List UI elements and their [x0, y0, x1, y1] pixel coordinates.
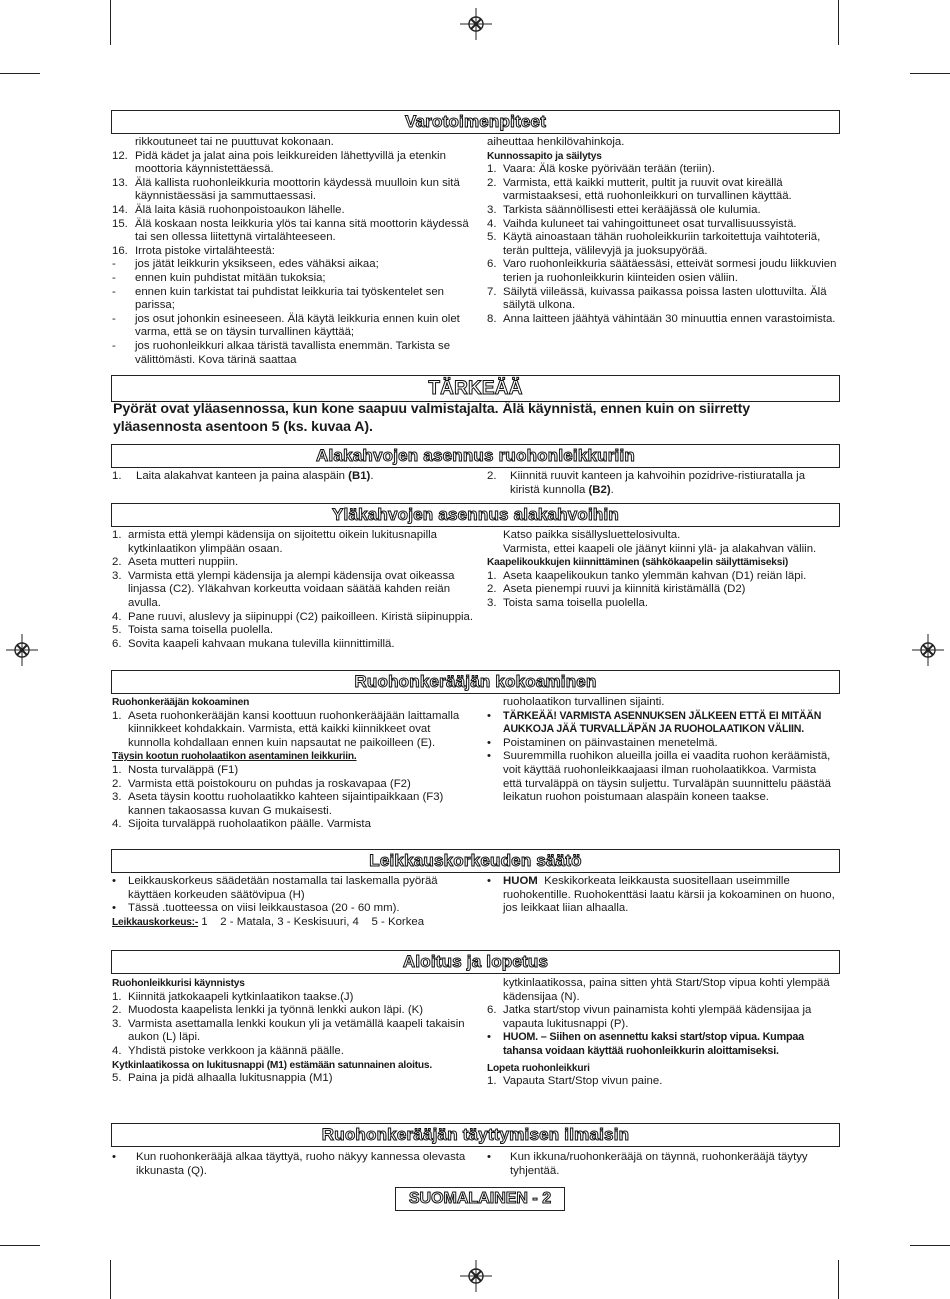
item-number: • — [112, 902, 116, 915]
item-number: 1. — [112, 990, 122, 1003]
item-text: jos osut johonkin esineeseen. Älä käytä leikkuria ennen kuin olet varma, että se on täysin turvallinen käyttää; — [135, 312, 460, 339]
list-item — [112, 611, 474, 625]
right-intro: aiheuttaa henkilövahinkoja. — [487, 136, 625, 148]
list-item — [112, 340, 474, 367]
item-text: Anna laitteen jäähtyä vähintään 30 minuuttia ennen varastoimista. — [503, 312, 836, 325]
item-number: 5. — [112, 1072, 122, 1085]
item-number: 3. — [112, 569, 122, 582]
item-text: Varmista, että kaikki mutterit, pultit ja ruuvit ovat kireällä varmistaaksesi, että ruohonleikkuri on turvallinen käyttää. — [503, 176, 792, 203]
lopeta-heading: Lopeta ruohonleikkuri — [487, 1062, 590, 1074]
alakahvojen-left — [112, 470, 474, 484]
list-item — [487, 177, 837, 204]
item-number: • — [487, 736, 491, 749]
item-number: 12. — [112, 149, 128, 162]
item-text: Toista sama toisella puolella. — [503, 596, 648, 609]
item-number: 4. — [112, 1044, 122, 1057]
crop-mark — [838, 1260, 839, 1299]
list-item — [487, 313, 837, 327]
item-number: 1. — [112, 709, 122, 722]
item-text: kytkinlaatikossa, paina sitten yhtä Start/Stop vipua kohti ylempää kädensijaa (N). — [503, 977, 830, 1003]
list-item — [112, 258, 474, 272]
kokoaminen-left-column — [112, 696, 474, 832]
tayttyminen-left — [112, 1151, 474, 1178]
list-item — [112, 710, 474, 751]
item-text: Irrota pistoke virtalähteestä: — [135, 244, 275, 257]
list-item — [112, 272, 474, 286]
item-text: Vaara: Älä koske pyörivään terään (teriin). — [503, 163, 715, 176]
item-number: 6. — [112, 637, 122, 650]
item-text: ennen kuin puhdistat mitään tukoksia; — [135, 271, 326, 284]
list-item — [112, 150, 474, 177]
list-item — [112, 556, 474, 570]
list-item — [112, 313, 474, 340]
right-intro-1: Katso paikka sisällysluettelosivulta. — [503, 529, 681, 541]
list-item — [112, 778, 474, 792]
list-item — [112, 1018, 474, 1045]
item-number: 1. — [112, 529, 122, 541]
item-number: 4. — [487, 217, 497, 230]
ylakahvojen-right-column — [487, 529, 837, 611]
list-item — [112, 818, 474, 832]
registration-mark-bottom-icon — [460, 1260, 492, 1292]
kokoaminen-heading: Ruohonkerääjän kokoaminen — [112, 697, 250, 708]
item-text: Vapauta Start/Stop vivun paine. — [503, 1075, 663, 1088]
item-number: - — [112, 312, 116, 325]
huom-text: Keskikorkeata leikkausta suositellaan useimmille ruohokentille. Ruohokenttäsi laatu kärsii ja kokoaminen on huono, jos leikkaat liian alhaalla. — [503, 875, 835, 915]
item-number: 14. — [112, 203, 128, 216]
item-text: Pane ruuvi, aluslevy ja siipinuppi (C2) paikoilleen. Kiristä siipinuppia. — [128, 610, 474, 623]
list-item — [487, 231, 837, 258]
list-item — [487, 750, 837, 804]
item-number: 13. — [112, 176, 128, 189]
item-text: Kun ruohonkerääjä alkaa täyttyä, ruoho näkyy kannessa olevasta ikkunasta (Q). — [136, 1151, 466, 1177]
item-number: - — [112, 285, 116, 298]
item-number: 4. — [112, 610, 122, 623]
list-item — [487, 1075, 837, 1089]
list-item — [112, 875, 474, 902]
item-number — [112, 136, 135, 150]
crop-mark — [110, 1260, 111, 1299]
item-number: 1. — [487, 163, 497, 176]
item-number: - — [112, 271, 116, 284]
item-text: Kun ikkuna/ruohonkerääjä on täynnä, ruohonkerääjä täytyy tyhjentää. — [510, 1151, 808, 1177]
item-text: Paina ja pidä alhaalla lukitusnappia (M1) — [128, 1072, 333, 1085]
scale-label: Leikkauskorkeus:- — [112, 916, 199, 928]
list-item — [112, 791, 474, 818]
section-title-varotoimenpiteet: Varotoimenpiteet — [111, 110, 840, 134]
item-number: 3. — [487, 203, 497, 216]
list-item — [112, 529, 474, 556]
item-number: 2. — [112, 556, 122, 569]
right-intro: ruoholaatikon turvallinen sijainti. — [503, 696, 665, 708]
item-number: 6. — [487, 258, 497, 271]
item-number: - — [112, 258, 116, 271]
item-number — [487, 977, 503, 1004]
huom-label: HUOM — [503, 875, 538, 887]
item-number: 2. — [112, 777, 122, 790]
item-text: rikkoutuneet tai ne puuttuvat kokonaan. — [135, 136, 334, 148]
registration-mark-left-icon — [6, 634, 38, 666]
tayttyminen-right — [487, 1151, 837, 1178]
section-title-kokoaminen: Ruohonkerääjän kokoaminen — [111, 670, 840, 694]
item-text: Älä kallista ruohonleikkuria moottorin käydessä muulloin kun sitä käynnistäessäsi ja sammuttaessasi. — [135, 176, 460, 203]
item-text: Muodosta kaapelista lenkki ja työnnä lenkki aukon läpi. (K) — [128, 1004, 424, 1017]
bullet: • — [487, 1151, 491, 1163]
item-text: Kiinnitä jatkokaapeli kytkinlaatikon taakse.(J) — [128, 990, 354, 1003]
list-item — [112, 136, 474, 150]
leikkauskorkeus-left-column — [112, 875, 474, 929]
list-item — [112, 245, 474, 259]
item-text: Varmista asettamalla lenkki koukun yli ja vetämällä kaapeli takaisin aukon (L) läpi. — [128, 1017, 465, 1044]
crop-mark — [0, 73, 40, 74]
item-end: . — [370, 470, 374, 482]
figure-ref: (B2) — [588, 483, 611, 496]
ylakahvojen-left-column — [112, 529, 474, 651]
kokoaminen-right-column — [487, 696, 837, 805]
item-number: 1. — [487, 1075, 497, 1088]
section-title-tarkeaa: TÄRKEÄÄ — [111, 375, 840, 402]
section-title-aloitus: Aloitus ja lopetus — [111, 950, 840, 974]
item-number: • — [112, 875, 116, 887]
item-number: 3. — [112, 791, 122, 804]
item-text: jos jätät leikkurin yksikseen, edes vähäksi aikaa; — [135, 258, 379, 271]
scale-values: 1 2 - Matala, 3 - Keskisuuri, 4 5 - Korkea — [201, 915, 425, 928]
list-item — [487, 163, 837, 177]
item-text: Suuremmilla ruohikon alueilla joilla ei vaadita ruohon keräämistä, voit käyttää ruohonleikkaajaasi ilman ruoholaatikkoa. Varmista että turvaläppä on täysin suljettu. Turvaläpän suunnittelu päästää leikatun ruohon poistumaan alaspäin koneen taakse. — [503, 750, 832, 804]
item-text: Toista sama toisella puolella. — [128, 624, 273, 637]
item-text: Älä laita käsiä ruohonpoistoaukon lähelle. — [135, 203, 345, 216]
list-item — [112, 177, 474, 204]
important-notice: Pyörät ovat yläasennossa, kun kone saapuu valmistajalta. Älä käynnistä, ennen kuin on siirretty yläasennosta asentoon 5 (ks. kuvaa A). — [113, 401, 751, 435]
list-item — [487, 737, 837, 751]
leikkauskorkeus-right-column — [487, 875, 837, 916]
crop-mark — [0, 1245, 40, 1246]
list-item — [112, 902, 474, 916]
item-number: 4. — [112, 818, 122, 831]
item-text: Poistaminen on päinvastainen menetelmä. — [503, 736, 718, 749]
crop-mark — [110, 0, 111, 45]
page-footer: SUOMALAINEN - 2 — [395, 1187, 565, 1211]
bullet: • — [487, 709, 491, 722]
lukitusnappi-heading: Kytkinlaatikossa on lukitusnappi (M1) estämään satunnainen aloitus. — [112, 1059, 433, 1071]
registration-mark-right-icon — [912, 634, 944, 666]
bullet: • — [487, 1031, 491, 1044]
list-item — [487, 1004, 837, 1031]
registration-mark-top-icon — [460, 8, 492, 40]
aloitus-left-column — [112, 977, 474, 1086]
list-item — [112, 1004, 474, 1018]
bullet: • — [487, 875, 491, 887]
list-item — [487, 286, 837, 313]
item-number: 2. — [487, 176, 497, 189]
item-text: Varmista että ylempi kädensija ja alempi kädensija ovat oikeassa linjassa (C2). Yläkahvan korkeutta voidaan säätää kahden reiän avulla. — [128, 569, 455, 609]
list-item — [487, 977, 837, 1004]
item-number: • — [487, 750, 491, 763]
crop-mark — [838, 0, 839, 45]
section-title-alakahvojen: Alakahvojen asennus ruohonleikkuriin — [111, 444, 840, 468]
item-number: 2. — [112, 1004, 122, 1017]
list-item — [112, 764, 474, 778]
item-number: 3. — [487, 596, 497, 609]
item-text: Varmista että poistokouru on puhdas ja roskavapaa (F2) — [128, 777, 411, 790]
alakahvojen-right — [487, 470, 837, 497]
asentaminen-heading: Täysin kootun ruoholaatikon asentaminen leikkuriin. — [112, 751, 357, 763]
item-number: 16. — [112, 244, 128, 257]
figure-ref: (B1) — [348, 470, 371, 482]
list-item — [487, 570, 837, 584]
list-item — [112, 1072, 474, 1086]
item-text: Säilytä viileässä, kuivassa paikassa poissa lasten ulottuvilta. Älä säilytä ulkona. — [503, 285, 827, 312]
varotoimenpiteet-left-column — [112, 136, 474, 367]
varotoimenpiteet-right-column — [487, 136, 837, 326]
item-text: armista että ylempi kädensija on sijoitettu oikein lukitusnapilla kytkinlaatikon ylimpään osaan. — [128, 529, 437, 555]
item-number: - — [112, 339, 116, 352]
item-text: jos ruohonleikkuri alkaa täristä tavallista enemmän. Tarkista se välittömästi. Kova tärinä saattaa — [135, 339, 451, 366]
section-title-ylakahvojen: Yläkahvojen asennus alakahvoihin — [111, 503, 840, 527]
list-item — [112, 570, 474, 611]
item-text: Laita alakahvat kanteen ja paina alaspäin — [136, 470, 345, 482]
list-item — [112, 638, 474, 652]
item-text: Varo ruohonleikkuria säätäessäsi, etteivät sormesi joudu liikkuvien terien ja ruohonleikkurin kiinteiden osien väliin. — [503, 258, 837, 284]
huom-note: HUOM. – Siihen on asennettu kaksi start/stop vipua. Kumpaa tahansa voidaan käyttää ruohonleikkurin aloittamiseksi. — [503, 1031, 804, 1057]
item-text: Nosta turvaläppä (F1) — [128, 763, 239, 776]
right-intro-2: Varmista, ettei kaapeli ole jäänyt kiinni ylä- ja alakahvan väliin. — [503, 542, 817, 555]
section-title-tayttyminen: Ruohonkerääjän täyttymisen ilmaisin — [111, 1123, 840, 1147]
list-item — [112, 286, 474, 313]
item-number: 2. — [487, 583, 497, 596]
item-text: Aseta ruohonkerääjän kansi koottuun ruohonkerääjään laittamalla kiinnikkeet kohdakkain. Varmista, että kaikki kiinnikkeet ovat kunnolla kohdallaan ennen kuin napsautat ne paikoilleen (E). — [128, 709, 460, 749]
section-title-leikkauskorkeus: Leikkauskorkeuden säätö — [111, 849, 840, 873]
item-text: Käytä ainoastaan tähän ruoholeikkuriin tarkoitettuja vaihtoteriä, terän pultteja, välilevyjä ja juoksupyörää. — [503, 231, 821, 257]
item-text: ennen kuin tarkistat tai puhdistat leikkuria tai työskentelet sen parissa; — [135, 285, 444, 312]
item-text: Sovita kaapeli kahvaan mukana tulevilla kiinnittimillä. — [128, 637, 395, 650]
list-item — [112, 624, 474, 638]
item-number: 8. — [487, 312, 497, 325]
list-item — [487, 204, 837, 218]
item-text: Kiinnitä ruuvit kanteen ja kahvoihin pozidrive-ristiuratalla ja kiristä kunnolla — [510, 470, 806, 496]
list-item — [112, 218, 474, 245]
item-number: 6. — [487, 1004, 497, 1017]
item-text: Jatka start/stop vivun painamista kohti ylempää kädensijaa ja vapauta lukitusnappi (P). — [503, 1004, 812, 1030]
list-item — [487, 597, 837, 611]
list-item — [112, 204, 474, 218]
item-text: Sijoita turvaläppä ruoholaatikon päälle. Varmista — [128, 818, 371, 831]
list-item — [487, 583, 837, 597]
item-text: Yhdistä pistoke verkkoon ja käännä päälle. — [128, 1044, 344, 1057]
kunnossapito-heading: Kunnossapito ja säilytys — [487, 150, 602, 162]
list-item — [112, 1045, 474, 1059]
item-number: 1. — [487, 569, 497, 582]
crop-mark — [910, 1245, 950, 1246]
item-number: 3. — [112, 1017, 122, 1030]
item-number: 1. — [112, 763, 122, 776]
item-text: Vaihda kuluneet tai vahingoittuneet osat turvallisuussyistä. — [503, 217, 797, 230]
crop-mark — [910, 73, 950, 74]
item-text: Leikkauskorkeus säädetään nostamalla tai laskemalla pyörää käyttäen korkeuden säätövipua (H) — [128, 875, 438, 901]
item-text: Tässä .tuotteessa on viisi leikkaustasoa (20 - 60 mm). — [128, 902, 400, 915]
item-number: 15. — [112, 217, 128, 230]
aloitus-right-column — [487, 977, 837, 1089]
item-text: Älä koskaan nosta leikkuria ylös tai kanna sitä moottorin käydessä tai sen ollessa liitettynä virtalähteeseen. — [135, 217, 469, 244]
list-item — [112, 991, 474, 1005]
item-end: . — [610, 483, 614, 496]
item-text: Aseta pienempi ruuvi ja kiinnitä kiristämällä (D2) — [503, 583, 746, 596]
kaapelikoukku-heading: Kaapelikoukkujen kiinnittäminen (sähkökaapelin säilyttämiseksi) — [487, 557, 789, 569]
item-text: Tarkista säännöllisesti ettei kerääjässä ole kulumia. — [503, 203, 761, 216]
item-text: Aseta mutteri nuppiin. — [128, 556, 239, 569]
item-number: 5. — [112, 624, 122, 637]
item-text: Aseta kaapelikoukun tanko ylemmän kahvan (D1) reiän läpi. — [503, 569, 807, 582]
item-text: Pidä kädet ja jalat aina pois leikkureiden lähettyvillä ja etenkin moottoria käynnistettäessä. — [135, 149, 446, 176]
bullet: • — [112, 1151, 116, 1163]
important-warning: TÄRKEÄÄ! VARMISTA ASENNUKSEN JÄLKEEN ETTÄ EI MITÄÄN AUKKOJA JÄÄ TURVALLÄPÄN JA RUOHOLAATIKON VÄLIIN. — [503, 709, 822, 736]
list-item — [487, 218, 837, 232]
list-item — [487, 258, 837, 285]
item-number: 1. — [112, 470, 122, 482]
item-text: Aseta täysin koottu ruoholaatikko kahteen sijaintipaikkaan (F3) kannen takaosassa kuvan G mukaisesti. — [128, 791, 444, 817]
item-number: 7. — [487, 285, 497, 298]
item-number: 2. — [487, 470, 497, 482]
item-number: 5. — [487, 231, 497, 244]
kaynnistys-heading: Ruohonleikkurisi käynnistys — [112, 978, 245, 989]
